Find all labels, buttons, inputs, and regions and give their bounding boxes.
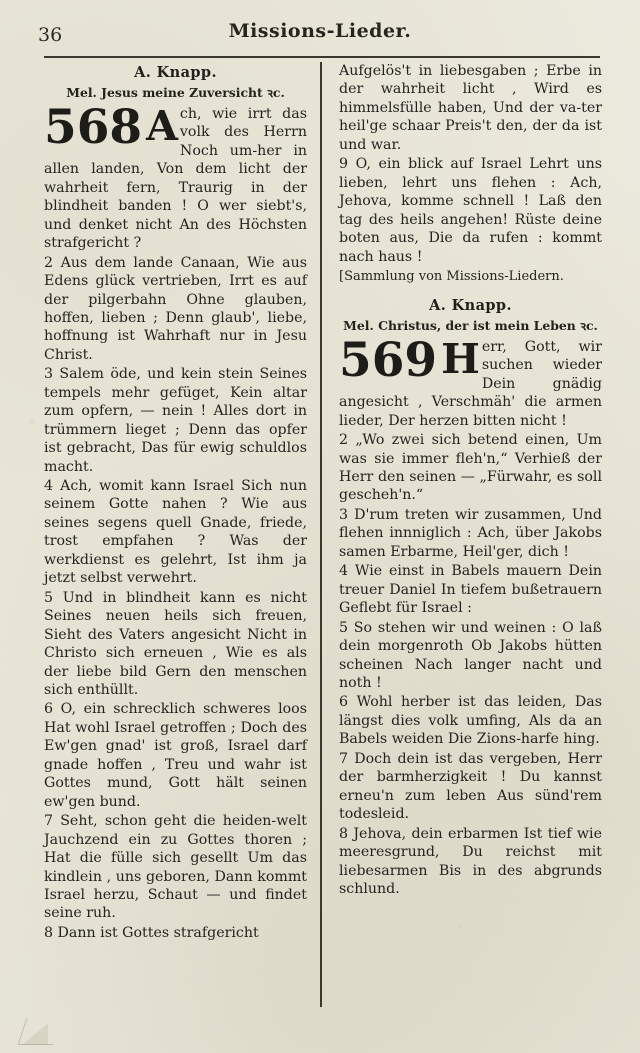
- verse: 8 Jehova, dein erbarmen Ist tief wie meeresgrund, Du reichst mit liebesarmen Bis in des abgrunds schlund.: [339, 825, 602, 897]
- verse: 4 Wie einst in Babels mauern Dein treuer Daniel In tiefem bußetrauern Geflebt für Israel :: [339, 563, 602, 617]
- hymn-569-opening: [339, 332, 602, 430]
- hymn-number-568: 568: [44, 99, 143, 155]
- hymn-number-569: 569: [339, 332, 438, 388]
- tune-line-right: Mel. Christus, der ist mein Leben ꝛc.: [343, 317, 598, 333]
- verse: 6 Wohl herber ist das leiden, Das längst dies volk umfing, Als da an Babels weiden Die Zions-harfe hing.: [339, 694, 602, 748]
- verse: 5 So stehen wir und weinen : O laß dein morgenroth Ob Jakobs hütten scheinen Nach langer nacht und noth !: [339, 619, 602, 691]
- section-author-left: A. Knapp.: [134, 64, 217, 81]
- verse: 2 „Wo zwei sich betend einen, Um was sie immer fleh'n,“ Verhieß der Herr den seinen — „Fürwahr, es soll gescheh'n.“: [339, 432, 602, 504]
- tune-line-left: Mel. Jesus meine Zuversicht ꝛc.: [66, 84, 285, 100]
- right-column: [329, 62, 602, 1013]
- text-columns: [44, 62, 602, 1013]
- verse: 9 O, ein blick auf Israel Lehrt uns lieben, lehrt uns flehen : Ach, Jehova, komme schnell ! Laß den tag des heils angehen! Rüste deine boten aus, Die da rufen : kommt nach haus !: [339, 156, 602, 265]
- page-number: 36: [38, 24, 63, 46]
- header-rule: [44, 56, 600, 58]
- verse: 7 Doch dein ist das vergeben, Herr der barmherzigkeit ! Du kannst erneu'n zum leben Aus sünd'rem todesleid.: [339, 750, 602, 823]
- left-column: [44, 62, 315, 1013]
- verse: 6 O, ein schrecklich schweres loos Hat wohl Israel getroffen ; Doch des Ew'gen gnad' ist groß, Israel darf gnade hoffen , Treu und wahr ist Gottes mund, Gott hält seinen ew'gen bund.: [44, 701, 307, 810]
- dropcap-left: A: [146, 101, 178, 150]
- verse: 5 Und in blindheit kann es nicht Seines neuen heils sich freuen, Sieht des Vaters angesicht Nicht in Christo sich erneuen , Wie es als der liebe bild Gern den menschen sich enthüllt.: [44, 589, 307, 699]
- page-corner-fold-edge: [18, 1018, 62, 1045]
- verse: 3 Salem öde, und kein stein Seines tempels mehr gefüget, Kein altar zum opfern, — nein ! Alles dort in trümmern lieget ; Denn das opfer ist gebracht, Das für ewig schuldlos macht.: [44, 366, 307, 475]
- verse: 2 Aus dem lande Canaan, Wie aus Edens glück vertrieben, Irrt es auf der pilgerbahn Ohne glauben, hoffen, lieben ; Denn glaub', liebe, hoffnung ist Wahrhaft nur in Jesu Christ.: [44, 254, 307, 363]
- verse: 4 Ach, womit kann Israel Sich nun seinem Gotte nahen ? Wie aus seines segens quell Gnade, friede, trost empfahen ? Was der werkdienst es gelehrt, Ist ihm ja jetzt selbst verwehrt.: [44, 478, 307, 587]
- running-title: Missions-Lieder.: [228, 20, 412, 42]
- verse: 7 Seht, schon geht die heiden-welt Jauchzend ein zu Gottes thoren ; Hat die fülle sich gesellt Um das kindlein , uns geboren, Dann kommt Israel herzu, Schaut — und findet seine ruh.: [44, 813, 307, 922]
- source-note: [Sammlung von Missions-Liedern.: [339, 268, 564, 284]
- verse: 8 Dann ist Gottes strafgericht: [44, 924, 259, 941]
- verse: ch, wie irrt das volk des Herrn Noch um-her in allen landen, Von dem licht der wahrheit fern, Traurig in der blindheit banden ! O wer siebt's, und denket nicht An des Höchsten strafgericht ?: [44, 105, 307, 252]
- spacer: [339, 286, 602, 295]
- dropcap-right: H: [441, 334, 480, 383]
- verse: err, Gott, wir suchen wieder Dein gnädig angesicht , Verschmäh' die armen lieder, Der herzen bitten nicht !: [339, 338, 602, 429]
- verse-continuation: Aufgelös't in liebesgaben ; Erbe in der wahrheit licht , Wird es himmelsfülle haben, Und der va-ter heil'ge schaar Preis't den, der da ist und war.: [339, 63, 602, 153]
- page-header: [34, 20, 606, 52]
- section-author-right: A. Knapp.: [429, 296, 512, 314]
- verse: 3 D'rum treten wir zusammen, Und flehen innniglich : Ach, über Jakobs samen Erbarme, Heil'ger, dich !: [339, 506, 602, 560]
- hymn-568-opening: [44, 99, 307, 253]
